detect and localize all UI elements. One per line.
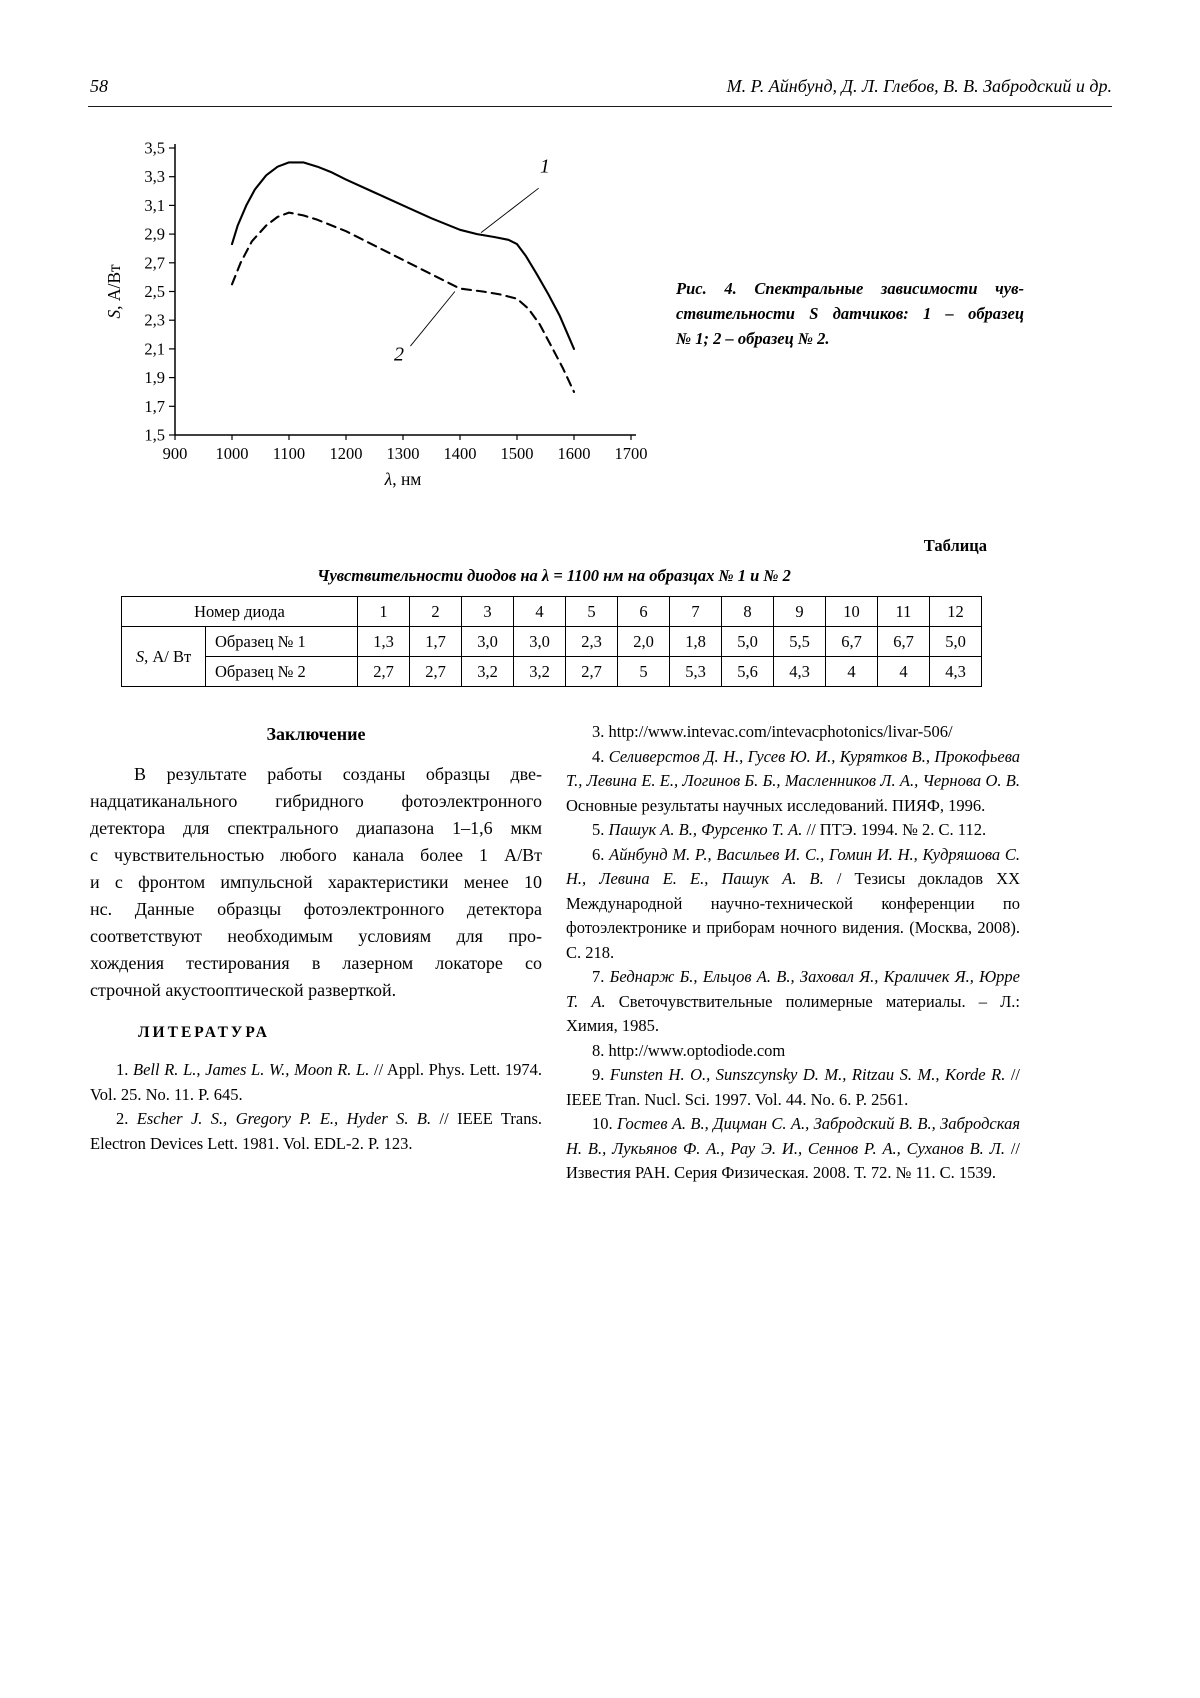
authors-line: М. Р. Айнбунд, Д. Л. Глебов, В. В. Забродский и др. <box>726 76 1112 96</box>
reference-item: 8. http://www.optodiode.com <box>592 1040 786 1060</box>
reference-list-right <box>566 720 1020 1186</box>
svg-text:2: 2 <box>394 343 405 366</box>
svg-text:λ, нм: λ, нм <box>384 469 422 489</box>
reference-item: 9. Funsten H. O., Sunszcynsky D. M., Ritzau S. M., Korde R. // IEEE Tran. Nucl. Sci. 1997. Vol. 44. No. 6. P. 2561. <box>566 1065 1021 1109</box>
table-cell: 2,7 <box>358 657 410 687</box>
table-cell: 5 <box>618 657 670 687</box>
svg-text:900: 900 <box>162 444 188 463</box>
table-cell: 1,7 <box>410 627 462 657</box>
table-cell: 11 <box>878 597 930 627</box>
text-line: с чувствительностью любого канала более 1 А/Вт <box>90 845 542 865</box>
table-cell: 5,0 <box>930 627 982 657</box>
svg-text:1200: 1200 <box>329 444 363 463</box>
svg-text:1000: 1000 <box>215 444 249 463</box>
svg-text:3,5: 3,5 <box>144 138 165 158</box>
table-cell: 3,2 <box>462 657 514 687</box>
reference-list-left <box>90 1058 542 1156</box>
conclusion-heading: Заключение <box>266 724 366 744</box>
table-label: Таблица <box>923 536 987 555</box>
conclusion-paragraph <box>90 761 542 1004</box>
table-cell: 8 <box>722 597 774 627</box>
text-line: нс. Данные образцы фотоэлектронного детектора <box>90 899 542 919</box>
svg-text:S, А/Вт: S, А/Вт <box>104 264 124 319</box>
svg-text:3,3: 3,3 <box>144 167 165 187</box>
table-cell: Образец № 2 <box>206 657 358 687</box>
text-line: В результате работы созданы образцы две- <box>134 764 542 784</box>
figure-caption <box>676 276 1024 351</box>
page-number: 58 <box>90 76 108 96</box>
svg-text:1,7: 1,7 <box>144 396 165 416</box>
reference-item: 7. Беднарж Б., Ельцов А. В., Заховал Я., Краличек Я., Юрре Т. А. Светочувствительные полимерные материалы. – Л.: Химия, 1985. <box>566 967 1020 1035</box>
svg-text:1600: 1600 <box>557 444 591 463</box>
svg-text:1100: 1100 <box>272 444 306 463</box>
table-cell: 6,7 <box>878 627 930 657</box>
reference-item: 4. Селиверстов Д. Н., Гусев Ю. И., Курятков В., Прокофьева Т., Левина Е. Е., Логинов Б. Б., Масленников Л. А., Чернова О. В. Основные результаты научных исследований. ПИЯФ, 1996. <box>566 746 1020 815</box>
table-cell: 2,0 <box>618 627 670 657</box>
right-column <box>566 720 1020 1186</box>
svg-text:3,1: 3,1 <box>144 195 165 215</box>
table-cell: 4,3 <box>774 657 826 687</box>
svg-text:1400: 1400 <box>443 444 477 463</box>
table-cell: S, А/ Вт <box>122 627 206 687</box>
table-cell: 5,0 <box>722 627 774 657</box>
table-cell: 5 <box>566 597 618 627</box>
table-cell: Образец № 1 <box>206 627 358 657</box>
reference-item: 1. Bell R. L., James L. W., Moon R. L. // Appl. Phys. Lett. 1974. Vol. 25. No. 11. P. 645. <box>90 1060 542 1104</box>
text-line: хождения тестирования в лазерном локаторе со <box>90 953 542 973</box>
svg-text:2,9: 2,9 <box>144 224 165 244</box>
text-line: детектора для спектрального диапазона 1–1,6 мкм <box>90 818 542 838</box>
text-line: Рис. 4. Спектральные зависимости чув- <box>676 279 1024 298</box>
table-cell: 2,7 <box>566 657 618 687</box>
table-cell: 12 <box>930 597 982 627</box>
reference-item: 5. Пашук А. В., Фурсенко Т. А. // ПТЭ. 1994. № 2. С. 112. <box>592 820 987 839</box>
text-line: строчной акустооптической разверткой. <box>90 980 397 1000</box>
table-cell: 9 <box>774 597 826 627</box>
svg-text:2,7: 2,7 <box>144 253 165 273</box>
table-cell: 2,7 <box>410 657 462 687</box>
table-cell: 6 <box>618 597 670 627</box>
text-line: и с фронтом импульсной характеристики менее 10 <box>90 872 542 892</box>
table-row <box>122 657 982 687</box>
table-cell: 1,8 <box>670 627 722 657</box>
left-column <box>90 720 542 1156</box>
sensitivity-chart <box>90 138 650 503</box>
table-cell: Номер диода <box>122 597 358 627</box>
table-cell: 5,6 <box>722 657 774 687</box>
svg-text:1,5: 1,5 <box>144 425 165 445</box>
table-cell: 3,2 <box>514 657 566 687</box>
table-cell: 4 <box>826 657 878 687</box>
svg-text:1300: 1300 <box>386 444 420 463</box>
table-cell: 4,3 <box>930 657 982 687</box>
svg-text:1,9: 1,9 <box>144 368 165 388</box>
diode-table <box>121 596 982 687</box>
table-cell: 3,0 <box>462 627 514 657</box>
svg-text:1500: 1500 <box>500 444 534 463</box>
table-cell: 3,0 <box>514 627 566 657</box>
reference-item: 2. Escher J. S., Gregory P. E., Hyder S. B. // IEEE Trans. Electron Devices Lett. 1981. Vol. EDL-2. P. 123. <box>90 1109 543 1153</box>
text-line: надцатиканального гибридного фотоэлектронного <box>90 791 542 811</box>
reference-item: 3. http://www.intevac.com/intevacphotonics/livar-506/ <box>592 722 953 741</box>
svg-text:2,5: 2,5 <box>144 282 165 301</box>
table-title: Чувствительности диодов на λ = 1100 нм на образцах № 1 и № 2 <box>317 566 791 585</box>
text-line: № 1; 2 – образец № 2. <box>676 329 830 348</box>
svg-text:2,3: 2,3 <box>144 310 165 330</box>
text-line: соответствуют необходимым условиям для про- <box>90 926 542 946</box>
table-cell: 6,7 <box>826 627 878 657</box>
table-cell: 4 <box>878 657 930 687</box>
table-cell: 1 <box>358 597 410 627</box>
svg-text:1700: 1700 <box>614 444 648 463</box>
table-cell: 7 <box>670 597 722 627</box>
table-cell: 5,3 <box>670 657 722 687</box>
table-cell: 2 <box>410 597 462 627</box>
header-rule <box>88 106 1112 107</box>
literature-heading: ЛИТЕРАТУРА <box>138 1024 270 1041</box>
table-cell: 1,3 <box>358 627 410 657</box>
svg-text:2,1: 2,1 <box>144 339 165 359</box>
text-line: ствительности S датчиков: 1 – образец <box>676 304 1024 323</box>
table-header-row <box>122 597 982 627</box>
table-cell: 2,3 <box>566 627 618 657</box>
table-cell: 5,5 <box>774 627 826 657</box>
table-row <box>122 627 982 657</box>
svg-text:1: 1 <box>539 155 550 178</box>
figure-4 <box>90 138 650 508</box>
reference-item: 6. Айнбунд М. Р., Васильев И. С., Гомин И. Н., Кудряшова С. Н., Левина Е. Е., Пашук А. В. / Тезисы докладов XX Международной научно-технической конференции по фотоэлектронике и приборам ночного видения. (Москва, 2008). С. 218. <box>566 844 1021 962</box>
reference-item: 10. Гостев А. В., Дицман С. А., Забродский В. В., Забродская Н. В., Лукьянов Ф. А., Рау Э. И., Сеннов Р. А., Суханов В. Л. // Известия РАН. Серия Физическая. 2008. Т. 72. № 11. С. 1539. <box>566 1114 1020 1182</box>
table-cell: 10 <box>826 597 878 627</box>
table-cell: 3 <box>462 597 514 627</box>
table-cell: 4 <box>514 597 566 627</box>
